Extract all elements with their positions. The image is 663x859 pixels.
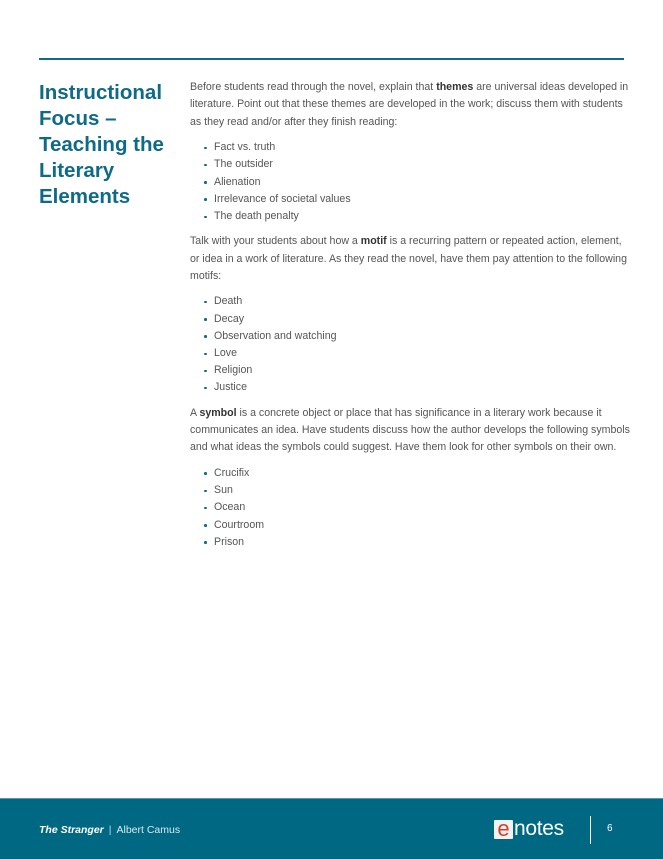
item-label: Justice	[214, 381, 247, 394]
separator: |	[108, 824, 112, 836]
term-themes: themes	[436, 81, 474, 93]
bullet-icon	[204, 164, 207, 167]
heading-line: Elements	[39, 185, 131, 208]
item-label: Prison	[214, 535, 245, 548]
book-title: The Stranger	[39, 824, 104, 836]
item-label: The death penalty	[214, 210, 299, 223]
list-item	[204, 191, 630, 208]
motifs-intro	[190, 233, 630, 285]
item-label: Ocean	[214, 501, 246, 514]
text: Talk with your students about how a	[190, 235, 361, 248]
bullet-icon	[204, 216, 207, 219]
heading-line: Focus –	[39, 107, 117, 130]
bullet-icon	[204, 353, 207, 356]
bullet-icon	[204, 490, 207, 493]
term-symbol: symbol	[199, 406, 237, 419]
text: is a recurring pattern or repeated action, element, or idea in a work of literature. As they read the novel, have them pay attention to the following motifs:	[190, 235, 627, 283]
list-item	[204, 311, 630, 328]
logo-e-icon: e	[494, 820, 513, 839]
footer-book-info	[39, 824, 180, 836]
item-label: Death	[214, 295, 243, 308]
list-item	[204, 293, 630, 310]
top-rule	[39, 58, 624, 60]
item-label: The outsider	[214, 158, 273, 171]
item-label: Alienation	[214, 175, 261, 188]
list-item	[204, 328, 630, 345]
bullet-icon	[204, 541, 207, 544]
text: are universal ideas developed in literature. Point out that these themes are developed in the work; discuss them with students as they read and/or after they finish reading:	[190, 81, 629, 128]
bullet-icon	[204, 507, 207, 510]
bullet-icon	[204, 387, 207, 390]
list-item	[204, 465, 630, 482]
heading-line: Literary	[39, 159, 115, 182]
bullet-icon	[204, 472, 207, 475]
author-name: Albert Camus	[116, 824, 181, 836]
list-item	[204, 482, 630, 499]
list-item	[204, 139, 630, 156]
list-item	[204, 156, 630, 173]
list-item	[204, 379, 630, 396]
term-motif: motif	[360, 235, 387, 248]
bullet-icon	[204, 147, 207, 150]
item-label: Crucifix	[214, 466, 250, 479]
section-heading	[39, 80, 179, 210]
text: is a concrete object or place that has significance in a literary work because it communicates an idea. Have students discuss how the author develops the following symbols and what ideas the symbols could suggest. Have them look for other symbols on their own.	[190, 406, 630, 454]
list-item	[204, 362, 630, 379]
themes-list	[190, 139, 630, 225]
item-label: Courtroom	[214, 518, 265, 531]
item-label: Observation and watching	[214, 329, 337, 342]
text: A	[190, 406, 200, 419]
main-content	[190, 79, 630, 559]
item-label: Decay	[214, 312, 245, 325]
text: Before students read through the novel, explain that	[190, 81, 437, 93]
list-item	[204, 345, 630, 362]
bullet-icon	[204, 181, 207, 184]
item-label: Love	[214, 347, 237, 360]
page-number: 6	[607, 823, 613, 834]
heading-line: Teaching the	[39, 133, 164, 156]
list-item	[204, 208, 630, 225]
symbols-list	[190, 465, 630, 551]
bullet-icon	[204, 370, 207, 373]
motifs-list	[190, 293, 630, 396]
bullet-icon	[204, 198, 207, 201]
bullet-icon	[204, 318, 207, 321]
list-item	[204, 174, 630, 191]
bullet-icon	[204, 335, 207, 338]
item-label: Irrelevance of societal values	[214, 192, 351, 205]
symbols-intro	[190, 405, 630, 457]
list-item	[204, 517, 630, 534]
page-footer	[0, 798, 663, 859]
list-item	[204, 534, 630, 551]
item-label: Religion	[214, 364, 253, 377]
logo-text: notes	[514, 817, 564, 840]
bullet-icon	[204, 524, 207, 527]
enotes-logo	[494, 817, 564, 841]
item-label: Sun	[214, 484, 233, 497]
bullet-icon	[204, 301, 207, 304]
themes-intro	[190, 79, 630, 131]
footer-divider	[590, 816, 591, 844]
list-item	[204, 499, 630, 516]
item-label: Fact vs. truth	[214, 141, 276, 154]
heading-line: Instructional	[39, 81, 163, 104]
